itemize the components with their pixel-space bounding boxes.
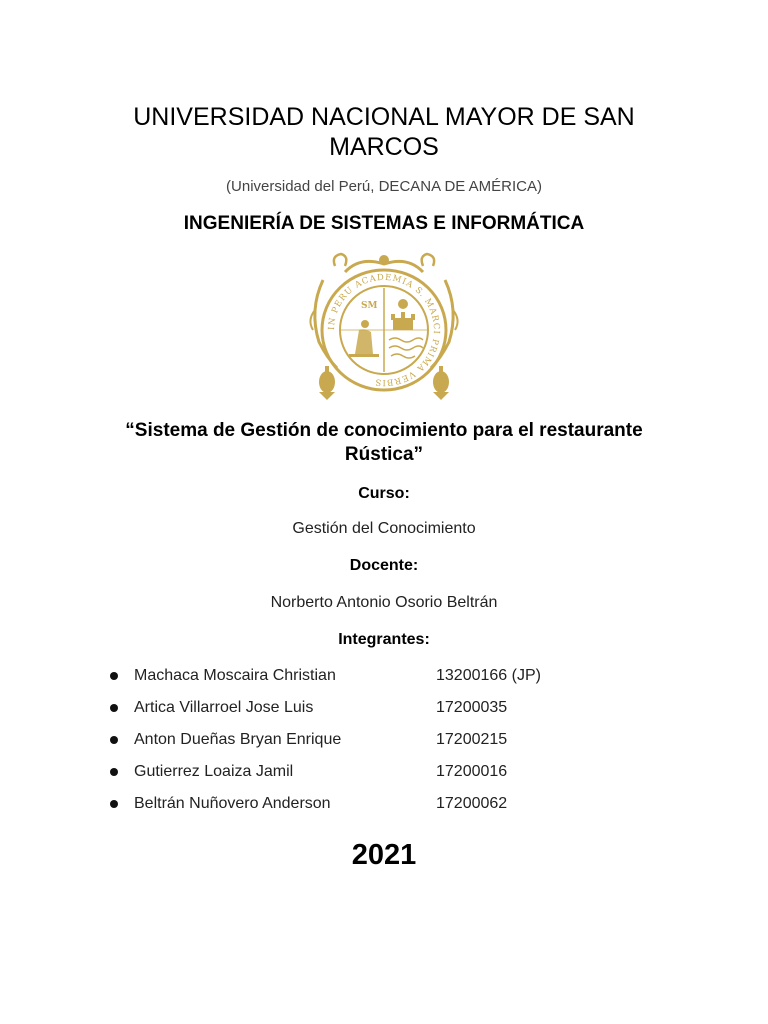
university-subtitle: (Universidad del Perú, DECANA DE AMÉRICA) — [226, 178, 542, 195]
member-name: Machaca Moscaira Christian — [134, 667, 336, 684]
bullet-icon — [110, 672, 118, 680]
project-title-line2: Rústica” — [344, 444, 424, 465]
bullet-icon — [110, 704, 118, 712]
year: 2021 — [351, 839, 417, 871]
university-title — [0, 102, 768, 162]
list-item — [0, 762, 768, 794]
course-label: Curso: — [358, 485, 410, 502]
members-label: Integrantes: — [338, 631, 430, 648]
bullet-icon — [110, 800, 118, 808]
member-code: 17200062 — [436, 795, 508, 812]
member-name: Beltrán Nuñovero Anderson — [134, 795, 331, 812]
member-code: 17200215 — [436, 731, 508, 748]
bullet-icon — [110, 768, 118, 776]
teacher-label: Docente: — [349, 557, 419, 574]
member-name: Artica Villarroel Jose Luis — [134, 699, 314, 716]
project-title — [90, 419, 678, 467]
svg-text:SM: SM — [361, 301, 378, 311]
member-code: 17200035 — [436, 699, 508, 716]
course-value: Gestión del Conocimiento — [292, 520, 476, 537]
member-code: 13200166 (JP) — [436, 667, 541, 684]
members-list — [0, 666, 768, 826]
member-name: Gutierrez Loaiza Jamil — [134, 763, 294, 780]
member-name: Anton Dueñas Bryan Enrique — [134, 731, 342, 748]
university-title-line1: UNIVERSIDAD NACIONAL MAYOR DE SAN — [133, 103, 635, 131]
university-title-line2: MARCOS — [329, 133, 439, 161]
project-title-line1: “Sistema de Gestión de conocimiento para el restaurante — [125, 420, 643, 441]
faculty-name: INGENIERÍA DE SISTEMAS E INFORMÁTICA — [183, 213, 585, 234]
seal-ring-text: IN PERU ACADEMIA S. MARCI PRIMA VERBIS — [326, 272, 442, 388]
list-item — [0, 730, 768, 762]
teacher-value: Norberto Antonio Osorio Beltrán — [270, 594, 498, 611]
bullet-icon — [110, 736, 118, 744]
list-item — [0, 794, 768, 826]
list-item — [0, 698, 768, 730]
list-item — [0, 666, 768, 698]
member-code: 17200016 — [436, 763, 508, 780]
university-seal-icon — [305, 250, 463, 402]
